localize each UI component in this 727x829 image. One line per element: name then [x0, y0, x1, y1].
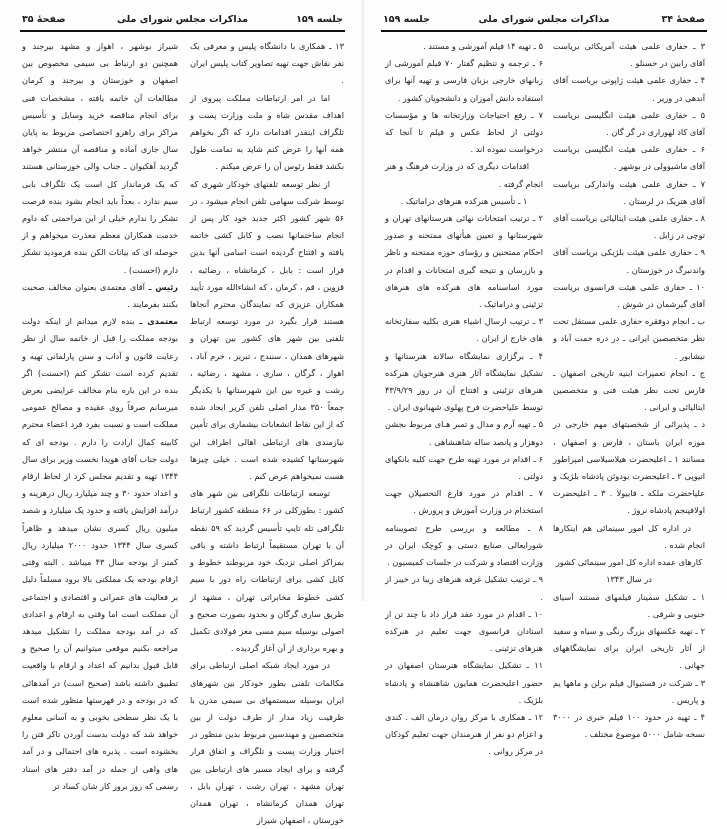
header-rule	[381, 30, 707, 32]
list-item: ۱۳ ـ همکاری با دانشگاه پلیس و معرفی یک نفر نقاش جهت تهیه تصاویر کتاب پلیس ایران .	[190, 41, 344, 86]
paragraph: شیراز بوشهر ، اهواز و مشهد بیرجند و همچنین دو ارتباط بی سیمی مخصوص بین اصفهان و خوزستان و بیرجند و کرمان مطالعات آن خاتمه یافته ، مشخصات فنی برای انجام مناقصه خرید وسایل و تأسیس مراکز برای راهرو اختصاصی مربوط به پایان سال جاری آماده و مناقصه آن منتشر خواهد گردید آهکیوان ـ جناب والی خوزستانی هستند که یک فرماندار کل است یک تلگراف بابی سیم ندارد ، بعداً باید انجام بشود بنده فرصت تشکر را ندارم خیلی از این مراحمتی که داوم خدمت همکاران معظم معذرت میخواهم و از حوصله ای که بیانات الکن بنده فرمودید تشکر دارم (احسنت) .	[22, 41, 178, 275]
list-item: ۷ ـ اقدام در مورد فارغ التحصیلان جهت استخدام در وزارت آموزش و پرورش .	[385, 488, 543, 516]
speaker-name: رئیس ـ	[148, 281, 178, 292]
list-item: ۱ ـ تأسیس هنرکده هنرهای دراماتیک .	[400, 195, 528, 206]
list-item: ب ـ انجام دوفقره حفاری علمی مستقل تحت نظر متخصصین ایرانی ـ در دره حمت آباد و نیشابور .	[553, 316, 705, 361]
list-item: ۵ ـ حفاری علمی هیئت انگلیسی بریاست آقای کاذ لهوراری در گر گان .	[553, 109, 705, 138]
list-item: ۹ ـ ترتیب تشکیل غرفه هنرهای زیبا در خیبر از .	[385, 574, 543, 602]
paragraph: اقدامات دیگری که در وزارت فرهنگ و هنر انجام گرفته .	[385, 161, 543, 189]
list-item: ۶ ـ ترجمه و تنظیم گفتار ۷۰ فیلم آموزشی از زبانهای خارجی بزبان فارسی و تهیه آنها برای استفاده دانش آموزان و دانشجویان کشور .	[385, 58, 543, 103]
page-34	[363, 0, 727, 757]
speech	[22, 313, 178, 795]
list-item: ۶ ـ اقدام در مورد تهیه طرح جهت کلیه بانکهای دولتی .	[385, 453, 543, 482]
paragraph: اما در امر ارتباطات مملکت پیروی از اهداف مقدس شاه و ملت وزارت پست و تلگراف اینقدر اقدامات دارد که اگر بخواهم همه آنها را عرض کنم شاید به تمامت طول بکشد فقط رئوس آن را عرض میکنم .	[190, 92, 344, 172]
page-number: صفحهٔ ۳۴	[661, 14, 705, 25]
list-item: ۶ ـ حفاری علمی هیئت انگلیسی بریاست آقای ماشیوولی در بوشهر .	[553, 144, 705, 172]
paragraph: از نظر توسعه تلفنهای خودکار شهری که توسط شرکت سهامی تلفن انجام میشود ، در ۵۶ شهر کشور اکثر جدید خود کار پس از انجام ساختمانها نصب و کابل کشی خاتمه یافته و افتتاح گردیده است اسامی آنها بدین قرار است : بابل ، کرمانشاه ، رضائیه ، قزوین ، قم ، کرمان ، که انشاءالله مورد تأیید همکاران عزیزی که نمایندگان محترم آنجاها هستند قرار بگیرد در مورد توسعه ارتباط تلفنی بین شهر های کشور بین تهران و شهرهای همدان ، سنندج ، تبریز ، خرم آباد ، اهواز ، گرگان ، ساری ، مشهد ، رضائیه ، رشت و غیره بین این شهرستانها با یکدیگر جمعاً ۳۵۰ مدار اصلی تلفن کریر ایجاد شده که از این نقاط انشعابات بیشماری برای تأمین نیازمندی های ارتباطی اهالی اطراف این شهرستانها کشیده شده است . خیلی چیزها هست نمیخواهم عرض کنم .	[190, 178, 345, 482]
running-title: مذاکرات مجلس شورای ملی	[117, 14, 248, 25]
speech-text: بنده لازم میدانم از اینکه دولت بودجه مملکت را قبل از خاتمه سال از نظر رعایت قانون و آداب و سنن پارلمانی تهیه و تقدیم کرده است تشکر کنم (احسنت) اگر بنده در این باره بنام مخالف عرایضی بعرض میرسانم صرفاً روی عقیده و مصالح عمومی مملکت است و نسبت بفرد فرد اعضاء محترم کابینه کمال ارادت را دارم . بودجه ای که دولت جناب آقای هویدا نخست وزیر برای سال ۱۳۴۴ تهیه و تقدیم مجلس کرد از لحاظ ارقام و اعداد حدود ۳۰ و چند میلیارد ریال درهزینه و درآمد افزایش یافته و حدود یک میلیارد و شصد میلیون ریال کسری نشان میدهد و ظاهراً کسری سال ۱۳۴۴ حدود ۲۰۰۰ میلیارد ریال کمتر از بودجه سال ۴۳ میباشد . البته وقتی ارقام بودجه یک مملکتی بالا برود مسلماً دلیل بر فعالیت های عمرانی و اقتصادی و اجتماعی آن مملکت است اما وقتی به ارقام و اعدادی که در آمد بودجه مملکت را تشکیل میدهد مراجعه بکنیم موقعی میتوانیم آن را صحیح و قابل قبول بدانیم که اعداد و ارقام با واقعیت تطبیق داشته باشد (صحیح است) در آمدهائی که در بودجه و در فهرستها منظور شده است با یک نظر سطحی بخوبی و به آسانی معلوم خواهد شد که دولت بدست آوردن تاکر فتن را بخشوده است . پذیره های احتمالی و در آمد های واهی از جمله در آمد دفتر های اسناد رسمی که روز بروز کار شان کساد تر	[22, 316, 179, 791]
list-item: د ـ پذیرائی از شخصیتهای مهم خارجی در موزه ایران باستان ، فارس و اصفهان ، مسانند ۱ ـ اعلیحضرت هیلاسیلاسی امپراطور اتیوپی ۲ ـ اعلیحضرت بودوئن پادشاه بلژیک و علیاحضرت ملکه ـ فابیولا . ۳ ـ اعلیحضرت اولافپنجم پادشاه نروژ .	[553, 419, 705, 516]
header-rule	[20, 30, 345, 32]
list-item: ۱۰ ـ اقدام در مورد عقد قرار داد با چند تن از استادان فرانسوی جهت تعلیم در هنرکده هنرهای تزئینی .	[385, 608, 543, 654]
paragraph: در اداره کل امور سینمائی هم اینکارها انجام شده .	[553, 522, 705, 550]
list-item: ۷ ـ حفاری علمی هیئت واندارکی بریاست آقای هتریک در لرستان .	[553, 178, 705, 206]
list-item: ۸ ـ مطالعه و بررسی طرح تصویبنامه شورایعالی صنایع دستی و کوچک ایران در وزارت اقتصاد و شرکت در جلسات کمیسیون .	[385, 522, 543, 568]
section-heading: کارهای عمده اداره کل امور سینمائی کشور	[555, 557, 703, 568]
list-item: ۵ ـ تهیه ۱۴ فیلم آموزشی و مستند .	[423, 41, 543, 51]
text-column-left	[385, 38, 543, 761]
list-item: ۲ ـ ترتیب امتحانات نهائی هنرستانهای تهران و شهرستانها و تعیین هیأتهای ممتحنه و صدور احکام ممتحنین و رؤسای حوزه ممتحنه و ناظر و بازرسان و نتیجه گیری امتحانات و اقدام در مورد اساسنامه های هنرکده های هنرهای تزئینی و دراماتیک .	[385, 213, 543, 310]
list-item: ۴ ـ حفاری علمی هیئت ژاپونی بریاست آقای آندهی در وزیر .	[553, 75, 705, 103]
list-item: ۸ ـ حفاری علمی هیئت ایتالیائی بریاست آقای توچی در زابل .	[553, 213, 705, 241]
list-item: ۳ ـ حفاری علمی هیئت آمریکائی بریاست آقای رابین در حسنلو .	[553, 41, 705, 69]
list-item: ۱۰ ـ حفاری علمی هیئت فرانسوی بریاست آقای گیرشمان در شوش .	[553, 281, 705, 310]
speaker-name: معتمدی ـ	[139, 316, 179, 327]
list-item: ج ـ انجام تعمیرات ابنیه تاریخی اصفهان ـ فارس تحت نظر هیئت فنی و متخصصین ایتالیائی و ایرانی .	[553, 367, 705, 413]
session-number: جلسه ۱۵۹	[383, 14, 430, 25]
text-column-left	[22, 38, 178, 795]
list-item: ۲ ـ تهیه عکسهای بزرگ رنگی و سیاه و سفید از آثار تاریخی ایران برای نمایشگاههای جهانی .	[553, 625, 705, 671]
speech	[22, 279, 178, 313]
list-item: ۱ ـ تشکیل سمینار فیلمهای مستند آسیای جنوبی و شرقی .	[553, 591, 705, 619]
list-item: ۳ ـ شرکت در فستیوال فیلم برلن و ماهها یم و پاریس .	[553, 677, 705, 705]
list-item: ۹ ـ حفاری علمی هیئت بلژیکی بریاست آقای واندنبرگ در خوزستان .	[553, 247, 705, 275]
list-item: ۳ ـ ترتیب ارسال اشیاء هنری بکلیه سفارتخانه های خارج از ایران .	[385, 316, 543, 344]
list-item: ۷ ـ رفع احتیاجات وزارتخانه ها و مؤسسات دولتی از لحاظ عکس و فیلم تا آنجا که درخواست نموده اند .	[385, 109, 543, 155]
running-title: مذاکرات مجلس شورای ملی	[478, 14, 610, 25]
page-header	[383, 14, 705, 30]
page-number: صفحهٔ ۳۵	[22, 14, 66, 25]
list-item: ۱۲ ـ همکاری با مرکز روان درمان الف . کندی و اعزام دو نفر از هنرمندان جهت تعلیم کودکان در مرکز روانی .	[385, 711, 543, 757]
session-number: جلسه ۱۵۹	[296, 14, 343, 25]
page-35	[0, 0, 363, 826]
paragraph: توسعه ارتباطات تلگرافی بین شهر های کشور : بطورکلی در ۶۶ منطقه کشور ارتباط تلگرافی تله تایپ تأسیس گردید که ۵۹ نقطه آن با تهران مستقیماً ارتباط داشته و باقی بمراکز اصلی نزدیک خود مربوطند خطوط و کابل کشی برای ارتباطات راه دور با سیم کشی خطوط مخابراتی تهران ، مشهد از طریق ساری گرگان و بحدود بصورت صحیح و اصولی بوسیله سیم مسی مغز فولادی تکمیل و بهره برداری از آن آغاز گردیده .	[190, 488, 345, 654]
list-item: ۱۱ ـ تشکیل نمایشگاه هنرستان اصفهان در حضور اعلیحضرت همایون شاهنشاه و پادشاه بلژیک .	[385, 660, 543, 705]
list-item: ۵ ـ تهیه آرم و مدال و تمبر هـای مربوط بجشن دوهزار و پانصد ساله شاهنشاهی .	[385, 419, 543, 447]
text-column-right	[190, 38, 344, 829]
section-subheading: در سال ۱۳۴۳	[606, 574, 652, 585]
paragraph: در مورد ایجاد شبکه اصلی ارتباطی برای مکالمات تلفنی بطور خودکار بین شهرهای ایران بوسیله سیستمهای بی سیمی مدرن با ظرفیت زیاد مدار از طرف دولت از بین متخصصین و مهندسین مربوط بدین منظور در اختیار وزارت پست و تلگراف و اتفاق قرار گرفته و برای ایجاد مسیر های ارتباطی بین تهران مشهد ، تهران رشت ، تهران بابل ، تهران همدان کرمانشاه ، تهران همدان خوزستان ، اصفهان شیراز	[190, 660, 344, 826]
page-header	[22, 14, 343, 30]
list-item: ۴ ـ برگزاری نمایشگاه سالانه هنرستانها و تشکیل نمایشگاه آثار هنری هنرجویان هنرکده هنرهای تزئینی و افتتاح آن در روز ۴۳/۹/۲۹ توسط علیاحضرت فرح پهلوی شهبانوی ایران .	[385, 350, 543, 413]
speech-text: آقای معتمدی بعنوان مخالف صحبت بکنند بفرمایند .	[22, 281, 178, 310]
text-column-right	[553, 38, 705, 743]
list-item: ۴ ـ تهیه در حدود ۱۰۰ فیلم خبری در ۳۰۰۰ نسخه شامل ۵۰۰۰ موضوع مختلف .	[553, 711, 705, 740]
